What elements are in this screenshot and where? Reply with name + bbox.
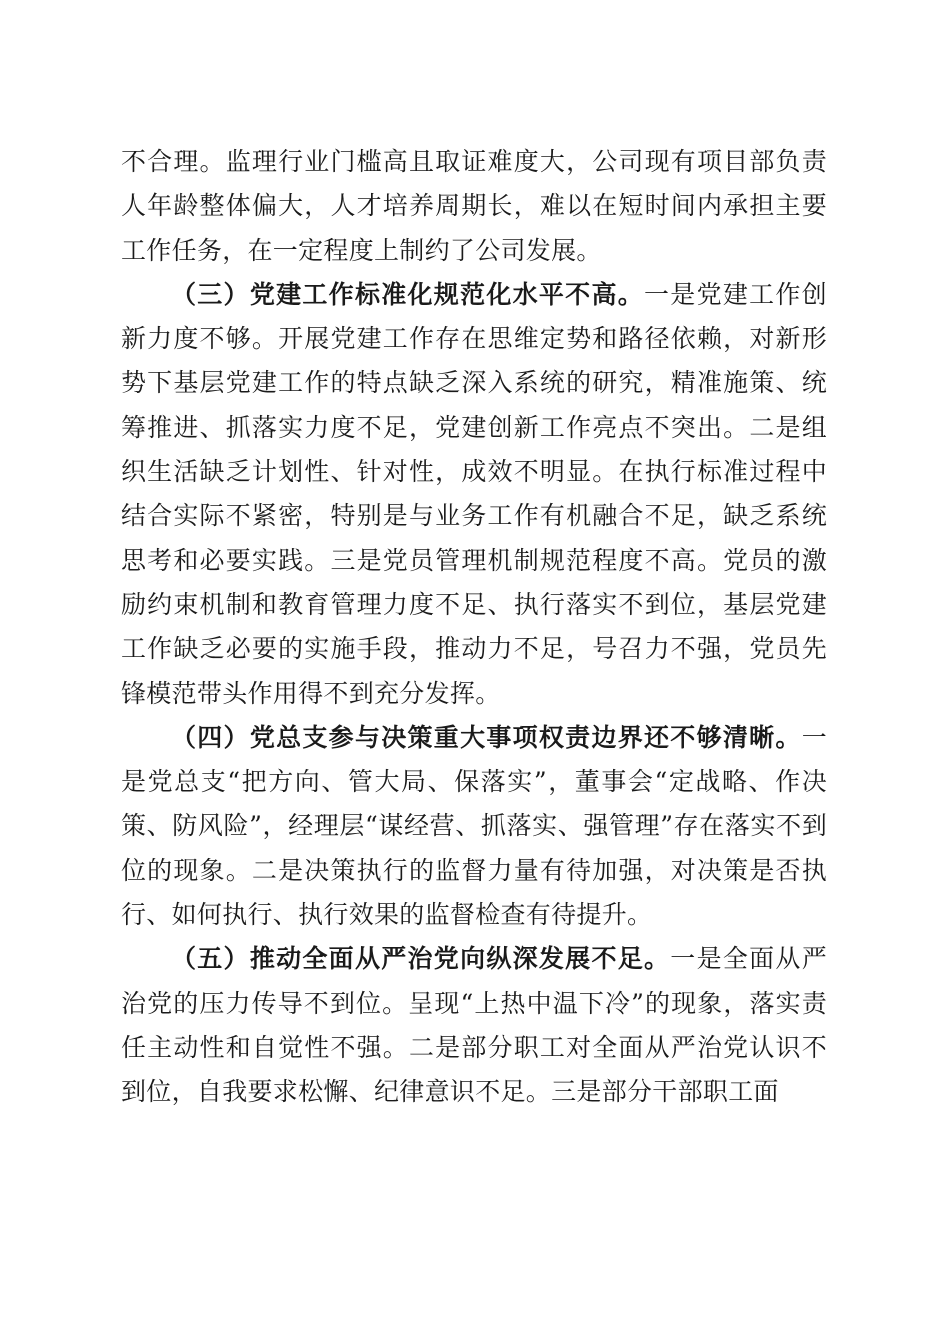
section-heading: （五）推动全面从严治党向纵深发展不足。 <box>171 944 671 974</box>
paragraph-section-5 <box>121 937 827 1114</box>
paragraph-section-4 <box>121 716 827 937</box>
paragraph-continuation <box>121 140 827 273</box>
section-heading: （四）党总支参与决策重大事项权责边界还不够清晰。 <box>171 722 802 752</box>
paragraph-text: 一是全面从严治党的压力传导不到位。呈现“上热中温下冷”的现象，落实责任主动性和自觉性不强。二是部分职工对全面从严治党认识不到位，自我要求松懈、纪律意识不足。三是部分干部职工面 <box>121 944 827 1107</box>
paragraph-text: 一是党总支“把方向、管大局、保落实”，董事会“定战略、作决策、防风险”，经理层“谋经营、抓落实、强管理”存在落实不到位的现象。二是决策执行的监督力量有待加强，对决策是否执行、如何执行、执行效果的监督检查有待提升。 <box>121 722 827 930</box>
document-body <box>121 140 827 1115</box>
paragraph-text: 一是党建工作创新力度不够。开展党建工作存在思维定势和路径依赖，对新形势下基层党建工作的特点缺乏深入系统的研究，精准施策、统筹推进、抓落实力度不足，党建创新工作亮点不突出。二是组织生活缺乏计划性、针对性，成效不明显。在执行标准过程中结合实际不紧密，特别是与业务工作有机融合不足，缺乏系统思考和必要实践。三是党员管理机制规范程度不高。党员的激励约束机制和教育管理力度不足、执行落实不到位，基层党建工作缺乏必要的实施手段，推动力不足，号召力不强，党员先锋模范带头作用得不到充分发挥。 <box>121 279 827 708</box>
section-heading: （三）党建工作标准化规范化水平不高。 <box>171 279 645 309</box>
paragraph-section-3 <box>121 273 827 716</box>
paragraph-text: 不合理。监理行业门槛高且取证难度大，公司现有项目部负责人年龄整体偏大，人才培养周期长，难以在短时间内承担主要工作任务，在一定程度上制约了公司发展。 <box>121 147 827 265</box>
